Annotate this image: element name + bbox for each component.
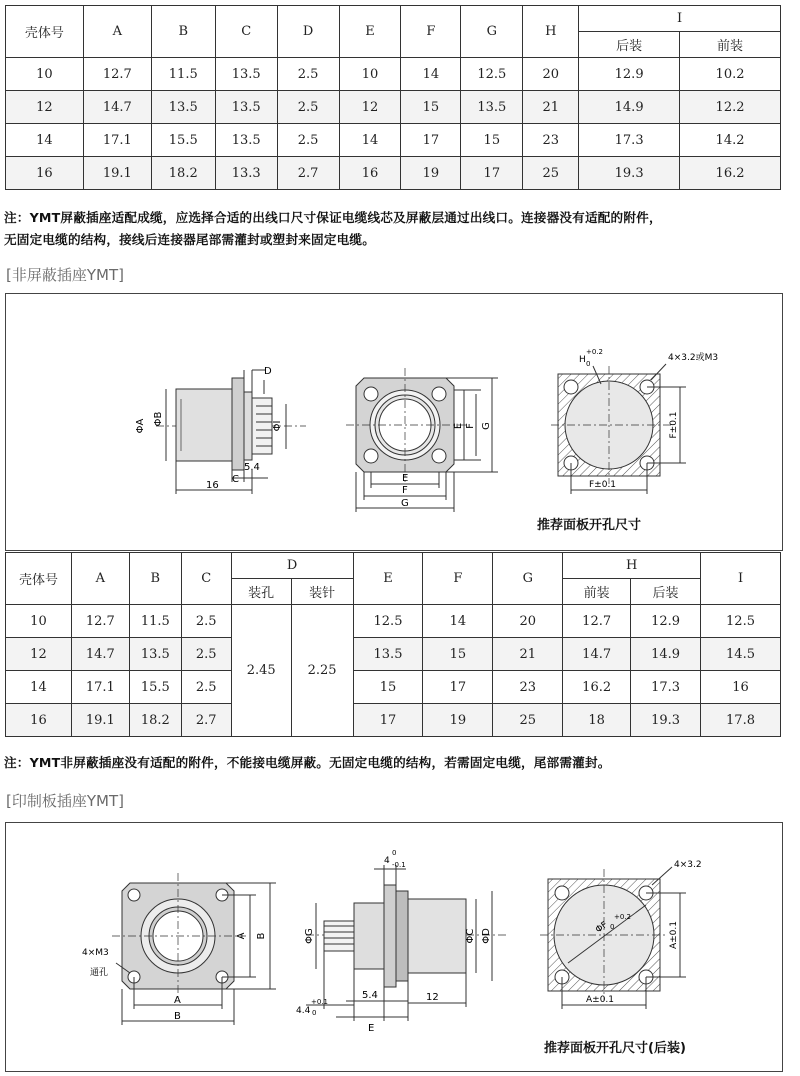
section-heading-unshielded: [非屏蔽插座YMT] [6, 266, 124, 284]
table-cell: 12.7 [83, 58, 151, 91]
note-line: 注：YMT屏蔽插座适配成缆，应选择合适的出线口尺寸保证电缆线芯及屏蔽层通过出线口。连接器没有适配的附件， [4, 210, 662, 225]
dim-label-f-tol-vertical: F±0.1 [669, 411, 679, 439]
table-cell: 14 [401, 58, 461, 91]
drawing-caption: 推荐面板开孔尺寸 [537, 518, 642, 533]
dim-label-top-4-lower: -0.1 [392, 861, 406, 869]
table-cell: 17.3 [631, 671, 701, 704]
table-cell: 15 [353, 671, 423, 704]
col-header: F [401, 6, 461, 58]
col-header: C [181, 553, 231, 605]
table-cell: 20 [523, 58, 579, 91]
table-cell: 16 [6, 157, 84, 190]
table-cell: 14.7 [83, 91, 151, 124]
table-cell: 14.5 [701, 638, 781, 671]
dim-label-top-4: 4 [384, 856, 390, 866]
table-row [6, 124, 781, 157]
table-cell: 19.1 [71, 704, 129, 737]
table-cell: 2.5 [181, 605, 231, 638]
dim-label-e: E [368, 1023, 375, 1034]
table-cell: 17 [423, 671, 493, 704]
col-header: H [523, 6, 579, 58]
dim-label-a-bottom: A [174, 995, 181, 1006]
table-cell: 19.3 [579, 157, 680, 190]
col-header: 壳体号 [6, 553, 72, 605]
dim-label-e-bottom: E [402, 473, 409, 484]
table-cell: 12 [6, 638, 72, 671]
dim-label-phi-a: ΦA [135, 418, 146, 434]
dim-label-a-tol-horizontal: A±0.1 [586, 995, 615, 1005]
dim-label-m3: 4×M3 [82, 948, 109, 958]
pcb-front-view [112, 873, 276, 1025]
dim-label-phi-g: ΦG [304, 928, 315, 944]
dim-label-phi-b: ΦB [153, 411, 164, 427]
dim-label-top-4-upper: 0 [392, 849, 397, 857]
table-cell: 19 [423, 704, 493, 737]
table-cell: 13.5 [129, 638, 181, 671]
dim-label-through-hole: 通孔 [90, 968, 109, 978]
front-view [346, 368, 498, 512]
table-cell: 14.2 [680, 124, 781, 157]
col-header: B [151, 6, 215, 58]
table-2-unshielded-dimensions [5, 552, 781, 737]
table-row [6, 638, 781, 671]
table-cell: 16 [6, 704, 72, 737]
table-cell: 14.7 [71, 638, 129, 671]
table-cell: 13.5 [461, 91, 523, 124]
dim-label-4-4-upper: +0.1 [311, 998, 328, 1006]
table-cell: 17 [353, 704, 423, 737]
table-cell: 17.8 [701, 704, 781, 737]
col-subheader: 前装 [563, 579, 631, 605]
table-cell: 17.1 [83, 124, 151, 157]
table-cell: 13.5 [215, 58, 277, 91]
note-unshielded: 注：YMT非屏蔽插座没有适配的附件，不能接电缆屏蔽。无固定电缆的结构，若需固定电缆，尾部需灌封。 [4, 755, 611, 770]
table-cell: 12.9 [631, 605, 701, 638]
note-line: 无固定电缆的结构，接线后连接器尾部需灌封或塑封来固定电缆。 [4, 232, 376, 247]
dim-label-5-4: 5.4 [244, 462, 260, 473]
col-header: 壳体号 [6, 6, 84, 58]
table-cell: 17.1 [71, 671, 129, 704]
dim-label-4-4: 4.4 [296, 1006, 311, 1016]
col-header: I [701, 553, 781, 605]
col-subheader: 后装 [579, 32, 680, 58]
col-header: I [579, 6, 781, 32]
panel-cutout-view [551, 364, 686, 494]
table-row [6, 91, 781, 124]
col-header: H [563, 553, 701, 579]
table-cell: 2.5 [277, 124, 339, 157]
col-subheader: 装孔 [231, 579, 291, 605]
col-header: G [461, 6, 523, 58]
dim-label-holes: 4×3.2或M3 [668, 353, 719, 363]
table-cell: 13.3 [215, 157, 277, 190]
dim-label-a-tol-vertical: A±0.1 [669, 920, 679, 950]
col-header: E [339, 6, 401, 58]
table-cell: 10 [6, 58, 84, 91]
dim-label-4-4-lower: 0 [312, 1009, 317, 1017]
table-cell: 17.3 [579, 124, 680, 157]
table-cell: 12.2 [680, 91, 781, 124]
col-header: C [215, 6, 277, 58]
dim-label-phi-c: ΦC [465, 928, 476, 944]
table-cell: 12.5 [701, 605, 781, 638]
table-cell: 12.7 [563, 605, 631, 638]
table-cell: 23 [523, 124, 579, 157]
table-cell: 20 [493, 605, 563, 638]
table-cell: 10 [339, 58, 401, 91]
drawing-panel-pcb [5, 822, 783, 1072]
table-cell: 25 [523, 157, 579, 190]
dim-label-12: 12 [426, 992, 439, 1003]
table-cell: 21 [493, 638, 563, 671]
dim-label-d: D [264, 366, 272, 377]
dim-label-h-upper: +0.2 [586, 348, 603, 356]
table-cell: 21 [523, 91, 579, 124]
col-header: G [493, 553, 563, 605]
technical-drawing-unshielded [6, 294, 782, 550]
table-1-shielded-dimensions [5, 5, 781, 190]
table-cell: 12.5 [353, 605, 423, 638]
table-cell: 13.5 [151, 91, 215, 124]
dim-label-f: F [465, 423, 476, 429]
table-cell: 11.5 [151, 58, 215, 91]
col-header: A [83, 6, 151, 58]
table-cell: 12.9 [579, 58, 680, 91]
side-view [156, 370, 306, 494]
table-cell: 2.7 [181, 704, 231, 737]
table-cell: 14 [6, 124, 84, 157]
table-cell: 12 [6, 91, 84, 124]
col-subheader: 后装 [631, 579, 701, 605]
table-cell: 14.9 [631, 638, 701, 671]
col-header: E [353, 553, 423, 605]
dim-label-f-bottom: F [402, 485, 408, 496]
dim-label-phi-f: ΦF [593, 920, 610, 936]
col-subheader: 前装 [680, 32, 781, 58]
table-cell: 2.5 [277, 58, 339, 91]
table-cell: 2.5 [277, 91, 339, 124]
table-cell: 2.7 [277, 157, 339, 190]
table-cell-merged: 2.25 [291, 605, 353, 737]
pcb-side-view [306, 865, 506, 1021]
dim-label-e: E [453, 422, 464, 430]
section-heading-pcb: [印制板插座YMT] [6, 792, 124, 810]
dim-label-16: 16 [206, 480, 219, 491]
col-subheader: 装针 [291, 579, 353, 605]
dim-label-holes: 4×3.2 [674, 860, 702, 870]
table-cell: 16 [339, 157, 401, 190]
table-cell: 14 [423, 605, 493, 638]
table-cell: 13.5 [215, 124, 277, 157]
table-cell: 10.2 [680, 58, 781, 91]
note-shielded [4, 207, 662, 251]
table-cell: 15 [461, 124, 523, 157]
table-cell: 17 [401, 124, 461, 157]
table-cell: 16.2 [563, 671, 631, 704]
dim-label-c: C [232, 474, 239, 485]
table-row [6, 157, 781, 190]
table-cell: 15 [423, 638, 493, 671]
col-header: B [129, 553, 181, 605]
table-row [6, 605, 781, 638]
table-cell: 17 [461, 157, 523, 190]
table-cell: 14.9 [579, 91, 680, 124]
table-cell: 19.3 [631, 704, 701, 737]
table-row [6, 671, 781, 704]
table-cell: 14.7 [563, 638, 631, 671]
dim-label-a: A [236, 932, 247, 940]
dim-label-phi-f-upper: +0.2 [614, 913, 631, 921]
table-cell: 12 [339, 91, 401, 124]
table-cell-merged: 2.45 [231, 605, 291, 737]
table-cell: 14 [339, 124, 401, 157]
table-cell: 12.5 [461, 58, 523, 91]
table-cell: 14 [6, 671, 72, 704]
table-cell: 18.2 [151, 157, 215, 190]
table-cell: 19.1 [83, 157, 151, 190]
table-cell: 18.2 [129, 704, 181, 737]
table-row [6, 704, 781, 737]
pcb-panel-cutout-view [540, 867, 686, 1009]
dim-label-5-4: 5.4 [362, 990, 378, 1001]
table-cell: 12.7 [71, 605, 129, 638]
dim-label-g-bottom: G [401, 498, 409, 509]
dim-label-phi-d: ΦD [481, 928, 492, 944]
table-cell: 13.5 [215, 91, 277, 124]
drawing-panel-unshielded [5, 293, 783, 551]
table-cell: 25 [493, 704, 563, 737]
table-cell: 2.5 [181, 638, 231, 671]
technical-drawing-pcb [6, 823, 782, 1071]
col-header: D [277, 6, 339, 58]
table-cell: 15.5 [129, 671, 181, 704]
col-header: F [423, 553, 493, 605]
dim-label-g: G [481, 422, 492, 430]
table-cell: 10 [6, 605, 72, 638]
table-cell: 16.2 [680, 157, 781, 190]
dim-label-h: H [579, 355, 586, 365]
table-row [6, 58, 781, 91]
table-cell: 19 [401, 157, 461, 190]
table-cell: 23 [493, 671, 563, 704]
table-cell: 15.5 [151, 124, 215, 157]
table-cell: 11.5 [129, 605, 181, 638]
table-cell: 15 [401, 91, 461, 124]
dim-label-phi-f-lower: 0 [610, 923, 615, 931]
col-header: A [71, 553, 129, 605]
dim-label-b: B [256, 932, 267, 940]
table-cell: 18 [563, 704, 631, 737]
dim-label-phi-i: ΦI [272, 420, 283, 432]
dim-label-b-bottom: B [174, 1011, 181, 1022]
dim-label-f-tol-horizontal: F±0.1 [589, 480, 617, 490]
dim-label-h-lower: 0 [586, 360, 591, 368]
table-cell: 16 [701, 671, 781, 704]
col-header: D [231, 553, 353, 579]
table-cell: 13.5 [353, 638, 423, 671]
table-cell: 2.5 [181, 671, 231, 704]
drawing-caption: 推荐面板开孔尺寸(后装) [544, 1041, 686, 1056]
